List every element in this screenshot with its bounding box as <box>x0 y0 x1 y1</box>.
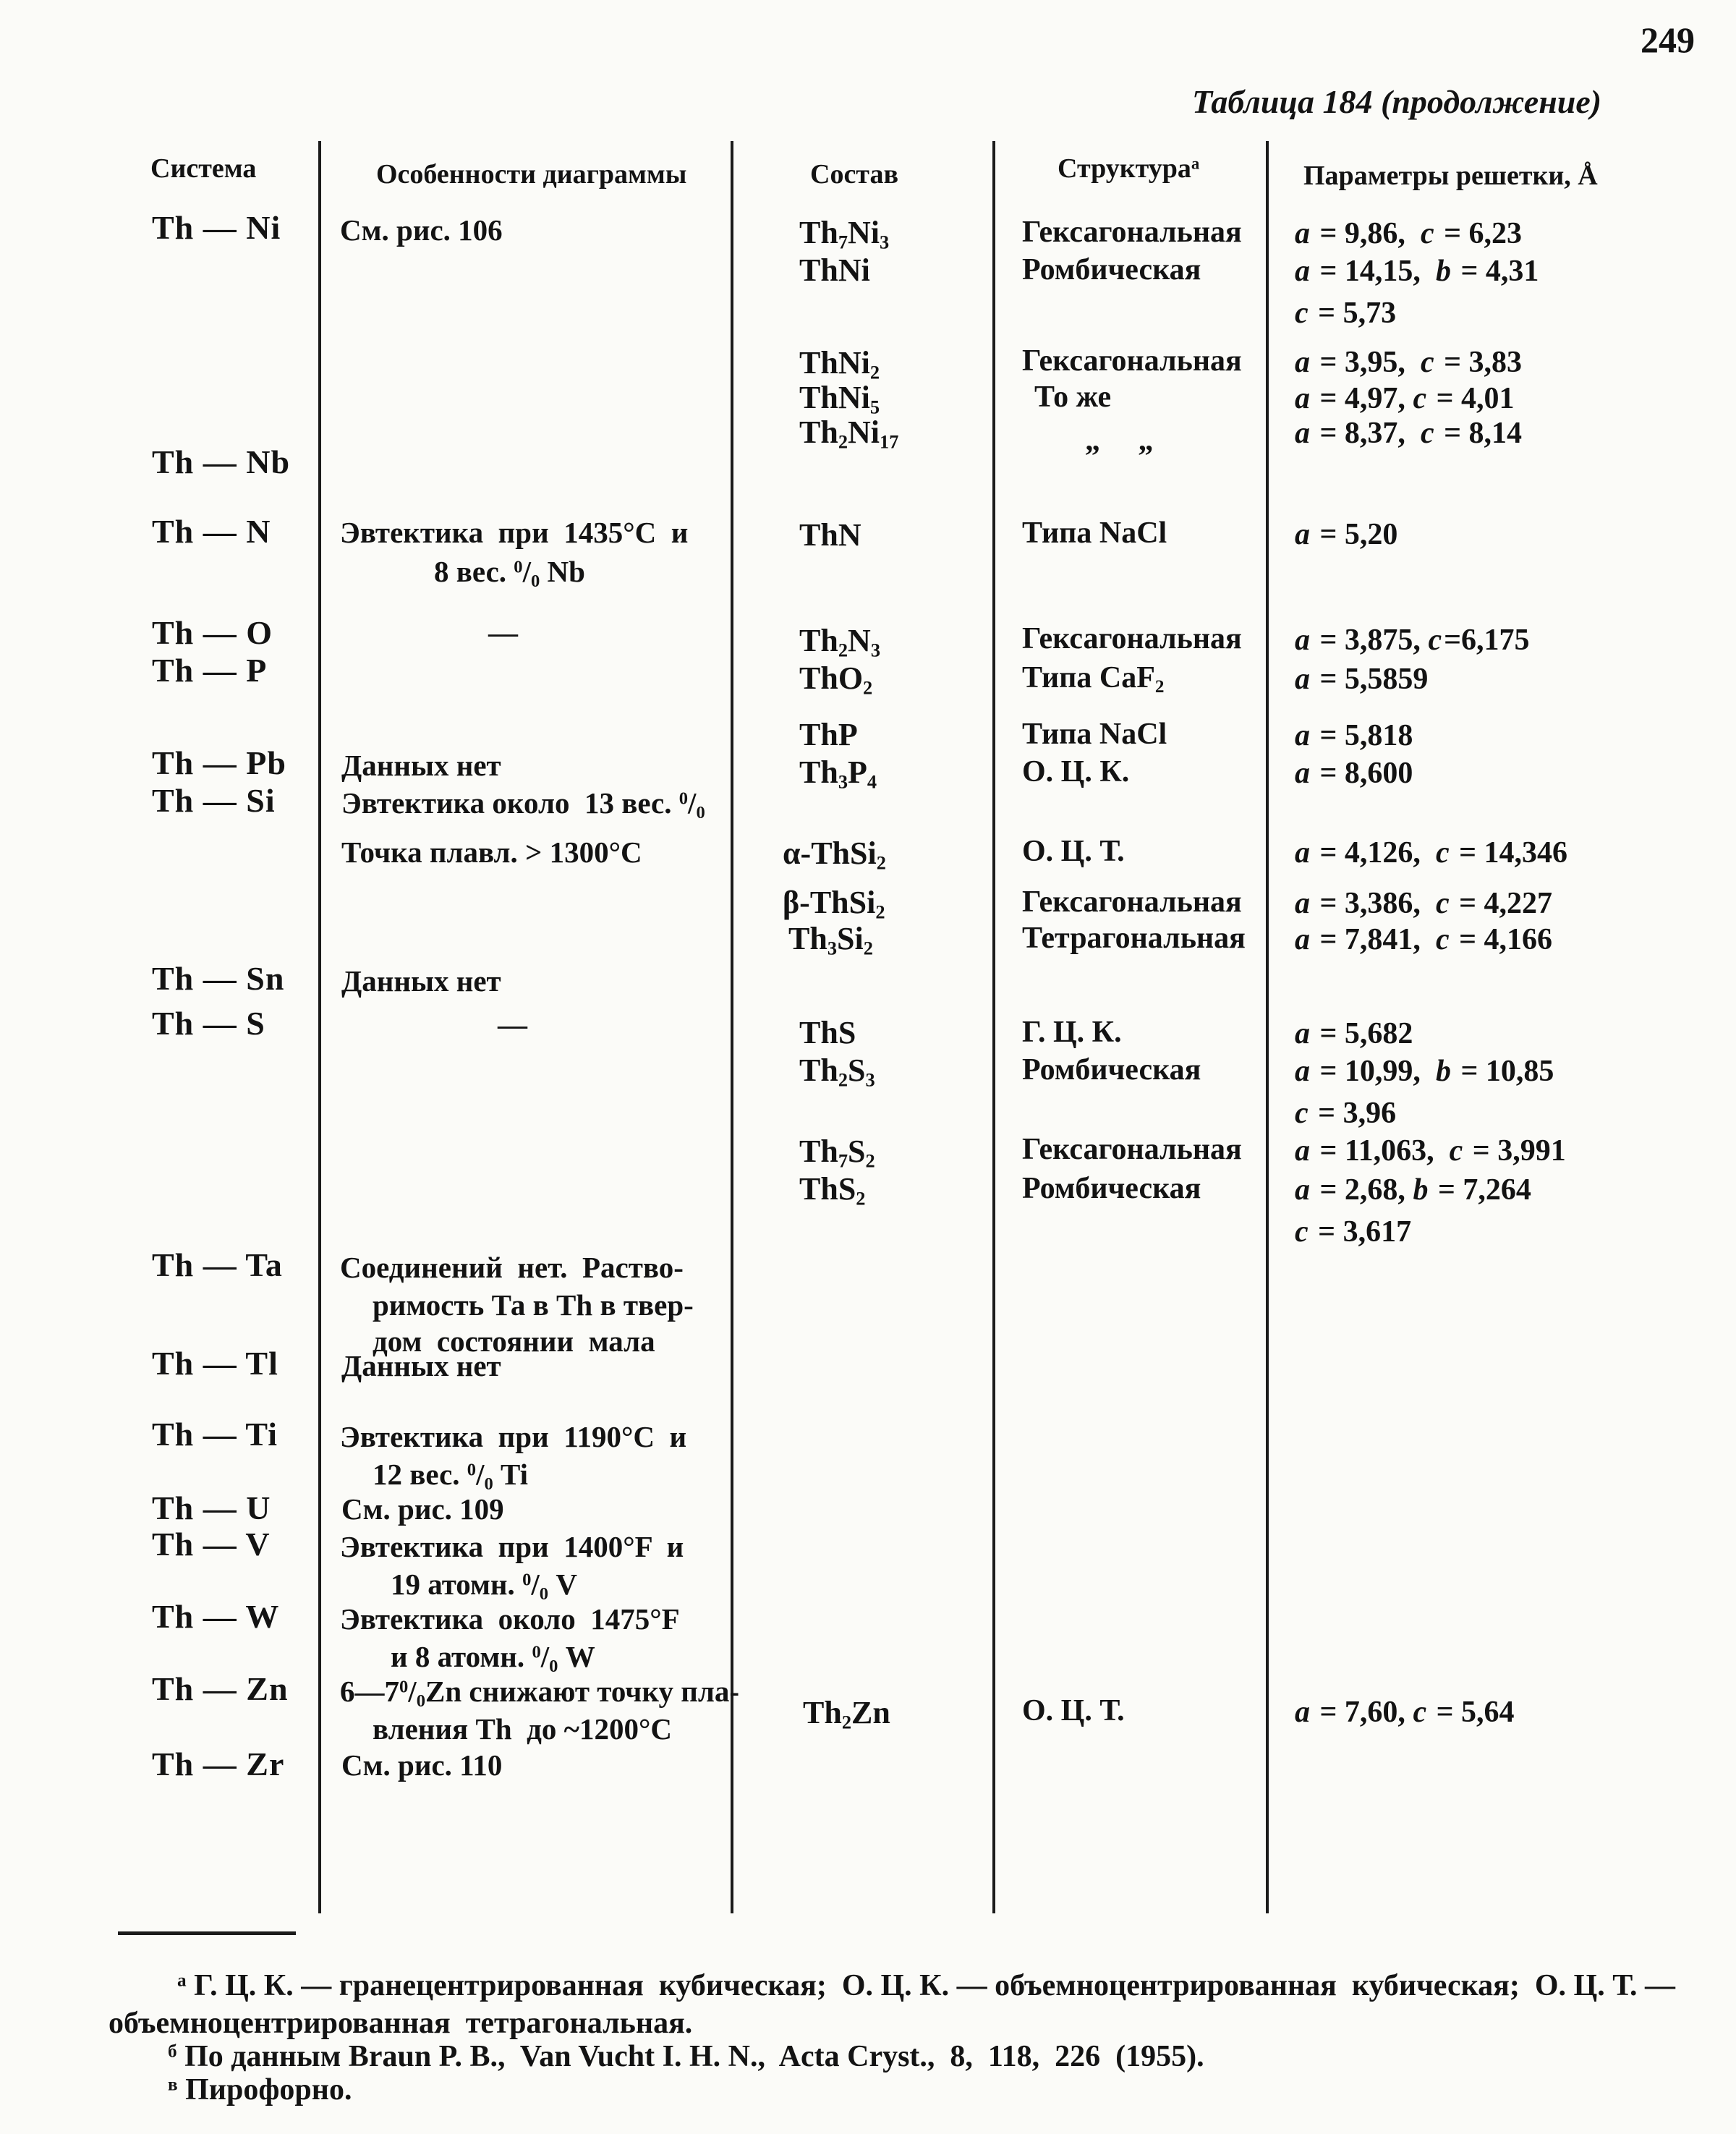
footnote: объемноцентрированная тетрагональная. <box>109 2007 693 2040</box>
lattice-parameters: a = 11,063, c = 3,991 <box>1295 1134 1566 1168</box>
system-name: Th — Tl <box>152 1345 278 1382</box>
lattice-parameters: a = 14,15, b = 4,31 <box>1295 255 1539 288</box>
system-name: Th — Ta <box>152 1246 283 1283</box>
diagram-feature: Соединений нет. Раство- <box>340 1251 684 1284</box>
footnote: $^в$ Пирофорно. <box>168 2073 352 2107</box>
compound-formula: ThN <box>799 517 861 553</box>
compound-formula: ThO$_2$ <box>799 660 873 699</box>
diagram-feature: дом состоянии мала <box>373 1325 655 1358</box>
footnote: $^б$ По данным Braun P. B., Van Vucht I. H. N., Acta Cryst., 8, 118, 226 (1955). <box>168 2040 1204 2073</box>
crystal-structure: О. Ц. Т. <box>1022 835 1125 868</box>
system-name: Th — Zr <box>152 1746 285 1782</box>
compound-formula: β-ThSi$_2$ <box>783 885 885 923</box>
crystal-structure: Типа CaF$_2$ <box>1022 661 1165 697</box>
column-divider-1 <box>318 141 321 1913</box>
col-header-system: Система <box>150 153 257 184</box>
crystal-structure: Г. Ц. К. <box>1022 1016 1122 1049</box>
page-number: 249 <box>1641 20 1695 60</box>
compound-formula: ThNi$_5$ <box>799 380 880 418</box>
footnote: $^а$ Г. Ц. К. — гранецентрированная кубическая; О. Ц. К. — объемноцентрированная кубическая; О. Ц. Т. — <box>177 1969 1676 2002</box>
lattice-parameters: a = 5,818 <box>1295 719 1413 752</box>
col-header-structure: Структура$^а$ <box>1058 153 1200 184</box>
lattice-parameters: a = 2,68, b = 7,264 <box>1295 1173 1531 1207</box>
column-divider-2 <box>731 141 733 1913</box>
diagram-feature: См. рис. 106 <box>340 213 503 247</box>
system-name: Th — Sn <box>152 960 285 997</box>
crystal-structure: Гексагональная <box>1022 1133 1242 1166</box>
diagram-feature: 8 вес. $^0/_0$ Nb <box>434 555 585 591</box>
diagram-feature: $6—7^0/_0Zn$ снижают точку пла- <box>340 1675 739 1711</box>
system-name: Th — Si <box>152 782 276 819</box>
crystal-structure: О. Ц. Т. <box>1022 1694 1125 1727</box>
diagram-feature: Эвтектика при 1435°С и <box>340 516 689 549</box>
diagram-feature: и 8 атомн. $^0/_0$ W <box>391 1640 595 1676</box>
compound-formula: $Th_2N_3$ <box>799 623 881 661</box>
crystal-structure: Ромбическая <box>1022 1172 1201 1205</box>
col-header-features: Особенности диаграммы <box>376 159 687 190</box>
lattice-parameters: a = 10,99, b = 10,85 <box>1295 1055 1554 1088</box>
system-name: Th — Ti <box>152 1416 278 1453</box>
diagram-feature: Точка плавл. > 1300°С <box>341 836 642 869</box>
crystal-structure: Гексагональная <box>1022 344 1242 378</box>
lattice-parameters: a = 8,600 <box>1295 757 1413 790</box>
diagram-feature: 12 вес. $^0/_0$ Ti <box>373 1458 529 1494</box>
compound-formula: $Th_7S_2$ <box>799 1134 875 1172</box>
system-name: Th — Pb <box>152 744 286 781</box>
compound-formula: ThP <box>799 717 858 752</box>
system-name: Th — N <box>152 513 271 550</box>
crystal-structure: Типа NaCl <box>1022 517 1167 550</box>
lattice-parameters: a = 8,37, c = 8,14 <box>1295 417 1523 450</box>
compound-formula: ThS <box>799 1015 856 1050</box>
lattice-parameters: a = 5,20 <box>1295 518 1398 551</box>
crystal-structure: Гексагональная <box>1022 622 1242 655</box>
system-name: Th — Ni <box>152 209 281 246</box>
crystal-structure: Ромбическая <box>1022 253 1201 286</box>
lattice-parameters: a = 3,95, c = 3,83 <box>1295 346 1523 379</box>
compound-formula: ThNi <box>799 252 870 288</box>
compound-formula: $Th_2Zn$ <box>803 1695 890 1733</box>
lattice-parameters: c = 3,96 <box>1295 1097 1397 1130</box>
column-divider-3 <box>992 141 995 1913</box>
lattice-parameters: a = 4,126, c = 14,346 <box>1295 836 1568 870</box>
crystal-structure: О. Ц. К. <box>1022 755 1130 788</box>
no-data-dash: — <box>488 616 518 649</box>
lattice-parameters: c = 5,73 <box>1295 297 1397 330</box>
col-header-composition: Состав <box>810 159 898 190</box>
system-name: Th — P <box>152 652 268 689</box>
diagram-feature: Эвтектика около 13 вес. $^0/_0$ <box>341 786 705 822</box>
compound-formula: $Th_2S_3$ <box>799 1053 875 1091</box>
crystal-structure: Гексагональная <box>1022 885 1242 919</box>
diagram-feature: 19 атомн. $^0/_0$ V <box>391 1568 577 1604</box>
lattice-parameters: a = 7,60, c = 5,64 <box>1295 1696 1515 1729</box>
diagram-feature: Данных нет <box>341 964 501 998</box>
crystal-structure: Ромбическая <box>1022 1053 1201 1087</box>
lattice-parameters: a = 5,5859 <box>1295 663 1429 696</box>
system-name: Th — W <box>152 1598 280 1635</box>
diagram-feature: Данных нет <box>341 749 501 782</box>
compound-formula: ThNi$_2$ <box>799 345 880 383</box>
system-name: Th — Zn <box>152 1670 289 1707</box>
diagram-feature: Эвтектика при 1400°F и <box>340 1530 684 1563</box>
column-divider-4 <box>1266 141 1269 1913</box>
diagram-feature: Эвтектика около 1475°F <box>340 1602 680 1636</box>
lattice-parameters: a = 9,86, c = 6,23 <box>1295 217 1523 250</box>
ditto-marks: „ „ <box>1085 424 1154 457</box>
diagram-feature: Эвтектика при 1190°С и <box>340 1420 687 1453</box>
lattice-parameters: a = 4,97, c = 4,01 <box>1295 382 1515 415</box>
table-caption: Таблица 184 (продолжение) <box>1192 83 1602 120</box>
compound-formula: $Th_3P_4$ <box>799 754 877 793</box>
diagram-feature: римость Та в Th в твер- <box>373 1288 694 1322</box>
diagram-feature: См. рис. 109 <box>341 1492 504 1526</box>
compound-formula: α-ThSi$_2$ <box>783 836 886 874</box>
crystal-structure: Тетрагональная <box>1022 922 1246 955</box>
system-name: Th — U <box>152 1489 271 1526</box>
lattice-parameters: a = 3,386, c = 4,227 <box>1295 887 1553 920</box>
diagram-feature: вления Th до ~1200°С <box>373 1712 672 1746</box>
compound-formula: $Th_2Ni_{17}$ <box>799 415 899 453</box>
lattice-parameters: a = 3,875, c=6,175 <box>1295 624 1530 657</box>
no-data-dash: — <box>498 1008 527 1041</box>
system-name: Th — V <box>152 1526 271 1563</box>
footnote-divider <box>118 1931 296 1935</box>
compound-formula: ThS$_2$ <box>799 1171 866 1210</box>
crystal-structure: Типа NaCl <box>1022 718 1167 751</box>
diagram-feature: Данных нет <box>341 1349 501 1382</box>
compound-formula: $Th_3Si_2$ <box>788 921 873 959</box>
lattice-parameters: c = 3,617 <box>1295 1215 1412 1249</box>
system-name: Th — Nb <box>152 443 291 480</box>
diagram-feature: См. рис. 110 <box>341 1748 503 1782</box>
compound-formula: $Th_7Ni_3$ <box>799 215 890 253</box>
col-header-params: Параметры решетки, Å <box>1303 161 1598 191</box>
crystal-structure: То же <box>1034 381 1112 414</box>
lattice-parameters: a = 5,682 <box>1295 1017 1413 1050</box>
system-name: Th — O <box>152 614 273 651</box>
system-name: Th — S <box>152 1005 265 1042</box>
lattice-parameters: a = 7,841, c = 4,166 <box>1295 923 1553 956</box>
crystal-structure: Гексагональная <box>1022 216 1242 249</box>
